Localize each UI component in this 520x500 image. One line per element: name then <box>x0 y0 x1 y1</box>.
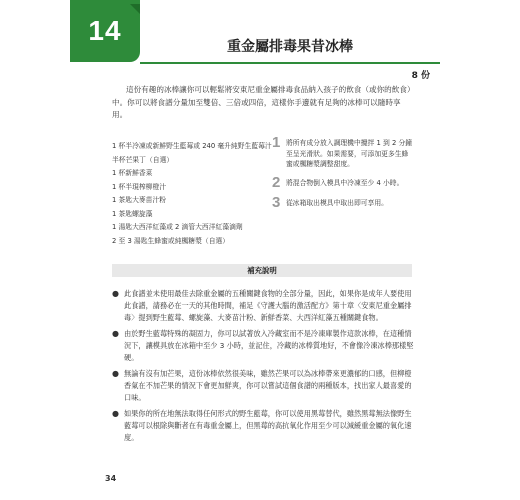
title-rule <box>140 62 440 64</box>
ingredient-item: 2 至 3 湯匙生蜂蜜或純楓糖漿（自選） <box>112 236 230 245</box>
step-number: 2 <box>272 173 281 191</box>
bullet-icon: ● <box>112 369 119 378</box>
ingredient-item: 1 杯半冷凍或新鮮野生藍莓或 240 毫升純野生藍莓汁 <box>112 142 272 150</box>
recipe-intro: 這份有趣的冰棒讓你可以輕鬆將安東尼重金屬排毒食品納入孩子的飲食（或你的飲食）中。你可以將食譜分量加至雙倍、三倍或四倍，這樣你手邊就有足夠的冰棒可以隨時享用。 <box>112 85 411 119</box>
ingredient-item: 1 茶匙大麥苗汁粉 <box>112 196 167 204</box>
step-item <box>272 136 414 170</box>
step-text: 將所有成分放入調理機中攪拌 1 到 2 分鐘至呈光滑狀。如果需要，可添加更多生蜂蜜或楓糖漿調整甜度。 <box>286 139 413 168</box>
recipe-yield: 8 份 <box>411 71 430 81</box>
bullet-icon: ● <box>112 329 119 338</box>
ingredient-item: 1 杯新鮮香菜 <box>112 169 153 177</box>
ingredient-item: 1 茶匙螺旋藻 <box>112 209 153 218</box>
ingredient-item: 1 湯匙大西洋紅藻或 2 滴管大西洋紅藻滴劑 <box>112 223 243 231</box>
note-text: 此食譜並未使用最佳去除重金屬的五種關鍵食物的全部分量，因此，如果你是成年人要使用此食譜，請務必在一天的其他時間，補足《守護大腦的激活配方》第十章〈安東尼重金屬排毒〉提到野生藍莓、螺旋藻、大麥苗汁粉、新鮮香菜、大西洋紅藻五種關鍵食物。 <box>124 289 412 322</box>
step-text: 將混合物倒入模具中冷凍至少 4 小時。 <box>286 178 404 187</box>
ingredient-list <box>112 140 272 248</box>
note-text: 無論有沒有加芒果，這份冰棒依然很美味，雖然芒果可以為冰棒帶來更濃郁的口感，但柳橙香氣在不加芒果的情況下會更加鮮爽，你可以嘗試這個食譜的兩種版本，找出家人最喜愛的口味。 <box>124 369 412 402</box>
chapter-number: 14 <box>88 15 122 46</box>
bullet-icon: ● <box>112 409 119 418</box>
page-number: 34 <box>105 474 117 483</box>
note-item <box>112 408 418 444</box>
note-text: 如果你的所在地無法取得任何形式的野生藍莓，你可以使用黑莓替代，雖然黑莓無法像野生藍莓可以根除與斷者在有毒重金屬上，但黑莓的高抗氧化作用至少可以減緩重金屬的氧化速度。 <box>124 409 412 442</box>
step-number: 3 <box>272 193 281 211</box>
note-text: 由於野生藍莓特殊的凝固力，你可以試著放入冷藏室而不是冷凍庫製作這款冰棒，在這種情況下，讓模具放在冰箱中至少 3 小時，並記住，冷藏的冰棒質地好，不會像冷凍冰棒那樣堅硬。 <box>124 329 414 362</box>
step-text: 從冰箱取出模具中取出即可享用。 <box>286 198 388 207</box>
notes-heading: 補充說明 <box>112 264 412 277</box>
notes-list <box>112 288 418 448</box>
note-item <box>112 288 418 324</box>
bullet-icon: ● <box>112 289 119 298</box>
step-item <box>272 173 414 191</box>
note-item <box>112 328 418 364</box>
chapter-tab-fold <box>130 4 140 14</box>
step-item <box>272 193 414 211</box>
step-list <box>272 136 414 216</box>
step-number: 1 <box>272 134 281 151</box>
ingredient-item: 1 杯半現榨柳橙汁 <box>112 182 167 191</box>
ingredient-item: 半杯芒果丁（自選） <box>112 155 174 164</box>
recipe-title: 重金屬排毒果昔冰棒 <box>227 39 353 55</box>
note-item <box>112 368 418 404</box>
